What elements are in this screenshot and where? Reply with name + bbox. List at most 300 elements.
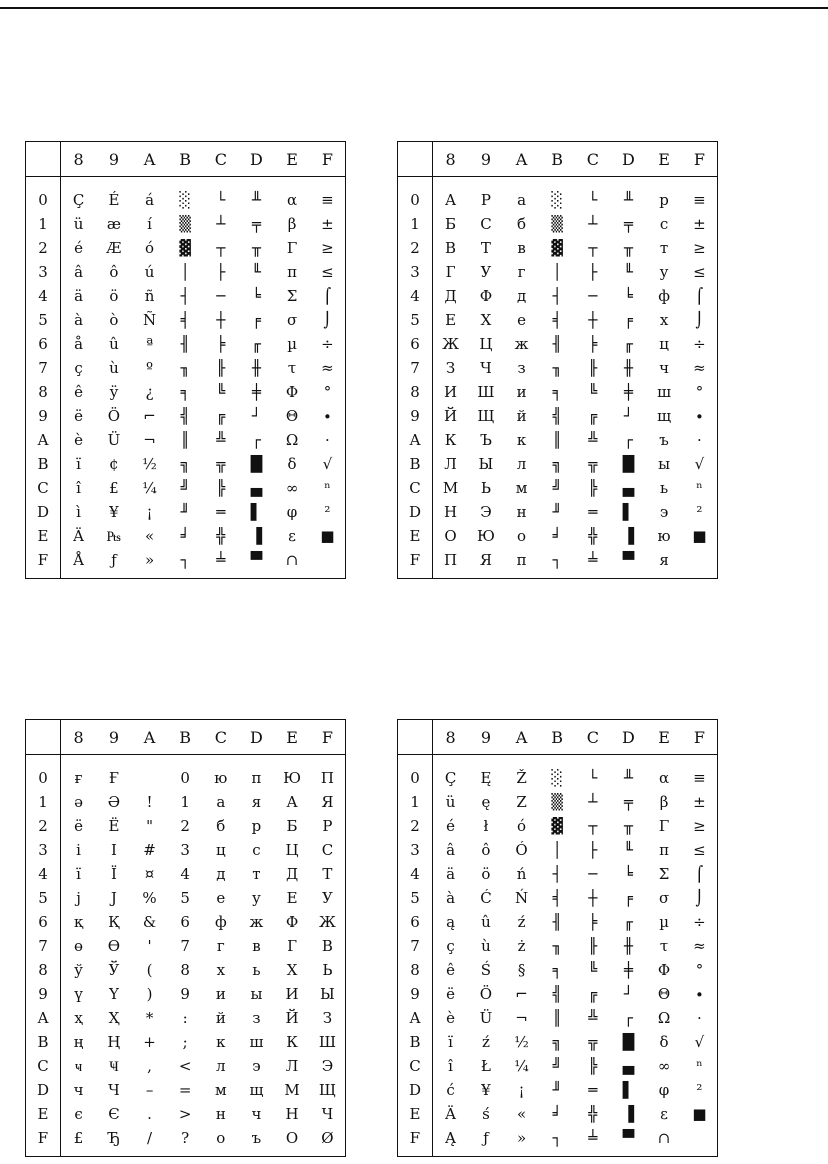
column-header: A	[504, 720, 540, 755]
glyph-cell: ç	[74, 359, 83, 377]
glyph-cell: т	[252, 865, 261, 883]
glyph-cell: √	[694, 455, 705, 473]
glyph-cell: С	[321, 841, 334, 859]
glyph-cell: ╓	[251, 335, 261, 353]
glyph-cell: я	[251, 793, 262, 811]
table-row	[26, 548, 346, 579]
table-row	[26, 524, 346, 548]
glyph-cell: ├	[588, 263, 598, 281]
glyph-cell: м	[214, 1081, 227, 1099]
glyph-cell: ∙	[695, 985, 704, 1003]
glyph-cell: і	[76, 841, 81, 859]
glyph-cell: 3	[180, 841, 190, 859]
glyph-cell: ï	[76, 455, 81, 473]
glyph-cell: У	[322, 889, 333, 907]
glyph-cell: Ы	[478, 455, 494, 473]
glyph-cell: д	[216, 865, 226, 883]
row-header: 1	[398, 212, 433, 236]
glyph-cell: ▄	[622, 479, 635, 497]
glyph-cell: Θ	[285, 407, 299, 425]
glyph-cell: ▓	[551, 817, 563, 835]
glyph-cell: ╩	[588, 431, 598, 449]
glyph-cell: ╪	[623, 383, 633, 401]
glyph-cell: ╒	[623, 311, 633, 329]
glyph-cell: Ђ	[107, 1129, 120, 1147]
glyph-cell: Є	[108, 1105, 120, 1123]
column-header: A	[132, 720, 168, 755]
glyph-cell: Ә	[107, 793, 121, 811]
glyph-cell: φ	[658, 1081, 670, 1099]
glyph-cell: к	[216, 1033, 226, 1051]
glyph-cell: ј	[76, 889, 81, 907]
glyph-cell: 0	[180, 769, 190, 787]
glyph-cell: т	[659, 239, 669, 257]
column-header: B	[167, 142, 203, 177]
glyph-cell: é	[74, 239, 83, 257]
glyph-cell: )	[146, 985, 153, 1003]
glyph-cell: ┘	[623, 407, 633, 425]
column-header: 8	[61, 720, 97, 755]
table-row	[26, 380, 346, 404]
table-row	[398, 934, 718, 958]
glyph-cell: ▄	[250, 479, 263, 497]
glyph-cell: τ	[659, 937, 669, 955]
glyph-cell: ù	[481, 937, 491, 955]
glyph-cell: ╘	[251, 287, 261, 305]
table-row	[26, 958, 346, 982]
glyph-cell: –	[145, 1081, 154, 1099]
row-header: 6	[398, 332, 433, 356]
glyph-cell: Ą	[445, 1129, 456, 1147]
glyph-cell: ╫	[623, 359, 633, 377]
table-row	[398, 260, 718, 284]
glyph-cell: ä	[74, 287, 84, 305]
glyph-cell: 5	[180, 889, 190, 907]
row-header: 8	[26, 958, 61, 982]
table-row	[398, 332, 718, 356]
glyph-cell: ш	[657, 383, 672, 401]
table-row	[398, 886, 718, 910]
column-header: 8	[61, 142, 97, 177]
glyph-cell: ▀	[622, 551, 635, 569]
glyph-cell: ╠	[588, 479, 598, 497]
glyph-cell: ╟	[216, 359, 226, 377]
row-header: F	[26, 548, 61, 579]
glyph-cell: Р	[480, 191, 491, 209]
glyph-cell: Ш	[477, 383, 495, 401]
glyph-cell: >	[178, 1105, 192, 1123]
glyph-cell: Ж	[319, 913, 336, 931]
glyph-cell: ▐	[622, 527, 635, 545]
glyph-cell: ҳ	[74, 1009, 83, 1027]
glyph-cell: е	[216, 889, 226, 907]
glyph-cell: ▀	[622, 1129, 635, 1147]
glyph-cell: ╚	[588, 961, 598, 979]
glyph-cell: ┐	[552, 1129, 562, 1147]
glyph-cell: ║	[180, 431, 190, 449]
row-header: F	[26, 1126, 61, 1157]
glyph-cell: ч	[659, 359, 670, 377]
row-header: 3	[26, 260, 61, 284]
glyph-cell: ╨	[623, 769, 633, 787]
glyph-cell: ░	[551, 769, 563, 787]
glyph-cell: Z	[516, 793, 527, 811]
glyph-cell: ┘	[623, 985, 633, 1003]
glyph-cell: ╧	[216, 551, 226, 569]
glyph-cell: ▒	[179, 215, 191, 233]
glyph-cell: Ł	[480, 1057, 491, 1075]
glyph-cell: в	[252, 937, 261, 955]
table-row	[398, 982, 718, 1006]
row-header: D	[398, 500, 433, 524]
glyph-cell: ≡	[693, 191, 706, 209]
glyph-cell: ê	[74, 383, 83, 401]
glyph-cell: ╞	[588, 913, 598, 931]
table-row	[398, 177, 718, 213]
row-header: 0	[398, 177, 433, 213]
glyph-cell: █	[622, 455, 635, 473]
row-header: C	[26, 1054, 61, 1078]
glyph-cell: ≥	[693, 817, 706, 835]
column-header: C	[203, 720, 239, 755]
glyph-cell: Ю	[283, 769, 302, 787]
glyph-cell: ║	[552, 1009, 562, 1027]
glyph-cell: М	[284, 1081, 300, 1099]
glyph-cell: Γ	[286, 239, 298, 257]
glyph-cell: «	[516, 1105, 527, 1123]
glyph-cell: Х	[286, 961, 298, 979]
glyph-cell: л	[516, 455, 527, 473]
glyph-cell: Ü	[479, 1009, 493, 1027]
glyph-cell: └	[588, 769, 598, 787]
glyph-cell: 2	[180, 817, 190, 835]
table-row	[398, 284, 718, 308]
glyph-cell: Ç	[444, 769, 457, 787]
glyph-cell: С	[480, 215, 492, 233]
glyph-cell: ╩	[588, 1009, 598, 1027]
row-header: F	[398, 548, 433, 579]
glyph-cell: ≥	[693, 239, 706, 257]
glyph-cell: ź	[517, 913, 526, 931]
glyph-cell: Е	[286, 889, 298, 907]
glyph-cell: 6	[180, 913, 190, 931]
glyph-cell: ½	[514, 1033, 529, 1051]
glyph-cell: ╢	[552, 913, 562, 931]
glyph-cell: Å	[73, 551, 84, 569]
glyph-cell: ф	[658, 287, 670, 305]
glyph-cell: ә	[74, 793, 83, 811]
table-row	[26, 755, 346, 791]
glyph-cell: ╫	[623, 937, 633, 955]
glyph-cell: ⌡	[695, 889, 704, 907]
glyph-cell: ñ	[144, 287, 155, 305]
glyph-cell: ═	[216, 503, 226, 521]
glyph-cell: ■	[692, 1105, 707, 1123]
glyph-cell: ▒	[551, 215, 563, 233]
glyph-cell: ┤	[180, 287, 190, 305]
glyph-cell: ║	[552, 431, 562, 449]
table-row	[398, 500, 718, 524]
glyph-cell: ż	[517, 937, 526, 955]
glyph-cell: ε	[288, 527, 296, 545]
glyph-cell: ä	[446, 865, 456, 883]
glyph-cell: ю	[657, 527, 671, 545]
glyph-cell: ÿ	[109, 383, 119, 401]
table-row	[26, 236, 346, 260]
table-row	[398, 1006, 718, 1030]
column-header: E	[274, 142, 310, 177]
glyph-cell: ⁿ	[696, 479, 703, 497]
glyph-cell: τ	[287, 359, 297, 377]
table-row	[398, 356, 718, 380]
glyph-cell: Б	[286, 817, 298, 835]
glyph-cell: ─	[588, 287, 598, 305]
glyph-cell: ¥	[109, 503, 119, 521]
row-header: 4	[26, 862, 61, 886]
glyph-cell: è	[74, 431, 83, 449]
top-rule	[0, 7, 828, 9]
glyph-cell: Æ	[106, 239, 122, 257]
glyph-cell: ч	[251, 1105, 262, 1123]
glyph-cell: ś	[482, 1105, 490, 1123]
glyph-cell: З	[445, 359, 456, 377]
glyph-cell: π	[287, 263, 297, 281]
glyph-cell: "	[146, 817, 154, 835]
glyph-cell: б	[517, 215, 527, 233]
glyph-cell: ▓	[179, 239, 191, 257]
glyph-cell: И	[444, 383, 458, 401]
glyph-cell: Ғ	[108, 769, 119, 787]
glyph-cell: ┴	[588, 215, 598, 233]
table-row	[26, 356, 346, 380]
glyph-cell: ╖	[180, 359, 190, 377]
glyph-cell: ╦	[588, 455, 598, 473]
glyph-cell: Ё	[108, 817, 120, 835]
glyph-cell: ┬	[216, 239, 226, 257]
glyph-cell: о	[517, 527, 527, 545]
glyph-cell: │	[552, 263, 562, 281]
glyph-cell: ∙	[323, 407, 332, 425]
row-header: A	[398, 428, 433, 452]
glyph-cell: :	[182, 1009, 188, 1027]
column-header: 8	[433, 142, 469, 177]
glyph-cell: à	[446, 889, 456, 907]
glyph-cell: Ј	[110, 889, 117, 907]
glyph-cell: х	[659, 311, 669, 329]
glyph-cell: ⌐	[515, 985, 528, 1003]
glyph-cell: ⌡	[323, 311, 332, 329]
glyph-cell: ô	[109, 263, 119, 281]
column-header: D	[239, 720, 275, 755]
column-header: B	[539, 720, 575, 755]
column-header: A	[132, 142, 168, 177]
glyph-cell: ╔	[588, 985, 598, 1003]
table-row	[26, 1078, 346, 1102]
glyph-cell: Э	[321, 1057, 334, 1075]
glyph-cell: √	[322, 455, 333, 473]
column-header: F	[310, 720, 346, 755]
glyph-cell: Г	[287, 937, 298, 955]
glyph-cell: а	[517, 191, 527, 209]
glyph-cell: А	[286, 793, 298, 811]
glyph-cell: ═	[588, 1081, 598, 1099]
table-row	[398, 524, 718, 548]
row-header: E	[398, 1102, 433, 1126]
glyph-cell: ╜	[180, 503, 190, 521]
glyph-cell: ╒	[623, 889, 633, 907]
glyph-cell: к	[516, 431, 527, 449]
glyph-cell: ≤	[693, 841, 706, 859]
table-row	[398, 548, 718, 579]
column-header: D	[611, 142, 647, 177]
table-row	[398, 380, 718, 404]
glyph-cell: ╝	[552, 479, 562, 497]
glyph-cell: ±	[693, 793, 706, 811]
table-row	[398, 958, 718, 982]
glyph-cell: ┼	[216, 311, 226, 329]
glyph-cell: Ҹ	[109, 1056, 119, 1075]
row-header: 0	[398, 755, 433, 791]
glyph-cell: Г	[445, 263, 456, 281]
row-header: D	[398, 1078, 433, 1102]
glyph-cell: 9	[180, 985, 190, 1003]
table-row	[398, 452, 718, 476]
glyph-cell: и	[215, 985, 226, 1003]
glyph-cell: ө	[74, 937, 84, 955]
glyph-cell: ⌐	[143, 407, 156, 425]
table-row	[26, 212, 346, 236]
glyph-cell: °	[323, 383, 332, 401]
glyph-cell: Х	[480, 311, 492, 329]
glyph-cell: ╡	[180, 311, 190, 329]
row-header: 6	[26, 910, 61, 934]
glyph-cell: #	[143, 841, 156, 859]
glyph-cell: 7	[180, 937, 190, 955]
table-row	[26, 886, 346, 910]
glyph-cell: ╤	[251, 215, 261, 233]
glyph-cell: е	[517, 311, 526, 329]
glyph-cell: ╝	[180, 479, 190, 497]
row-header: 9	[398, 982, 433, 1006]
column-header: D	[239, 142, 275, 177]
glyph-cell: î	[448, 1057, 453, 1075]
glyph-cell: Р	[322, 817, 333, 835]
glyph-cell: ╜	[552, 1081, 562, 1099]
glyph-cell: «	[144, 527, 155, 545]
glyph-cell: Ń	[515, 889, 529, 907]
corner-cell	[26, 142, 61, 177]
glyph-cell: »	[144, 551, 155, 569]
row-header: 9	[26, 982, 61, 1006]
glyph-cell: ±	[321, 215, 334, 233]
row-header: 9	[398, 404, 433, 428]
glyph-cell: ╖	[552, 359, 562, 377]
glyph-cell: ҹ	[74, 1056, 83, 1075]
table-row	[26, 790, 346, 814]
glyph-cell: ¬	[515, 1009, 528, 1027]
glyph-cell: о	[216, 1129, 226, 1147]
glyph-cell: ╡	[552, 889, 562, 907]
glyph-cell: ╒	[251, 311, 261, 329]
glyph-cell: Φ	[657, 961, 671, 979]
glyph-cell: ╨	[251, 191, 261, 209]
glyph-cell: ж	[514, 335, 529, 353]
glyph-cell: ╞	[588, 335, 598, 353]
column-header: D	[611, 720, 647, 755]
glyph-cell: ö	[109, 287, 119, 305]
glyph-cell: Ä	[445, 1105, 456, 1123]
glyph-cell: М	[442, 479, 459, 497]
table-row	[26, 1006, 346, 1030]
glyph-cell: ∩	[285, 551, 299, 569]
table-row	[26, 1030, 346, 1054]
glyph-cell: г	[216, 937, 225, 955]
glyph-cell: Ч	[108, 1081, 120, 1099]
glyph-cell: У	[480, 263, 492, 281]
row-header: C	[398, 1054, 433, 1078]
row-header: 1	[26, 790, 61, 814]
glyph-cell: ⌠	[695, 865, 704, 883]
glyph-cell: ó	[145, 239, 155, 257]
glyph-cell: £	[73, 1129, 84, 1147]
row-header: 2	[26, 236, 61, 260]
glyph-cell: ⌠	[695, 287, 704, 305]
glyph-cell: ¬	[143, 431, 156, 449]
glyph-cell: Ц	[479, 335, 493, 353]
glyph-cell: К	[444, 431, 457, 449]
glyph-cell: ç	[446, 937, 455, 955]
glyph-cell: 8	[180, 961, 190, 979]
glyph-cell: є	[74, 1105, 83, 1123]
glyph-cell: п	[516, 551, 527, 569]
glyph-cell: /	[147, 1129, 153, 1147]
glyph-cell: р	[251, 817, 262, 835]
glyph-cell: ╧	[588, 1129, 598, 1147]
row-header: B	[398, 1030, 433, 1054]
glyph-cell: ²	[696, 503, 703, 521]
row-header: 8	[26, 380, 61, 404]
glyph-cell: Ы	[320, 985, 335, 1003]
column-header: B	[539, 142, 575, 177]
glyph-cell: Ç	[72, 191, 85, 209]
glyph-cell: ╣	[552, 985, 562, 1003]
row-header: 2	[398, 814, 433, 838]
glyph-cell: й	[516, 407, 527, 425]
glyph-cell: ª	[145, 335, 154, 353]
glyph-cell: Ę	[480, 769, 492, 787]
glyph-cell: щ	[249, 1081, 264, 1099]
glyph-cell: б	[216, 817, 226, 835]
glyph-cell	[682, 1126, 718, 1157]
glyph-cell: á	[145, 191, 155, 209]
glyph-cell: ┐	[180, 551, 190, 569]
glyph-cell: β	[659, 793, 669, 811]
glyph-cell: Э	[480, 503, 492, 521]
glyph-cell: ╢	[180, 335, 190, 353]
glyph-cell: ┼	[588, 889, 598, 907]
glyph-cell	[310, 548, 346, 579]
glyph-cell: ╪	[623, 961, 633, 979]
glyph-cell: ·	[325, 431, 330, 449]
glyph-cell: Б	[445, 215, 457, 233]
glyph-cell: ₧	[106, 526, 122, 545]
glyph-cell: %	[142, 889, 157, 907]
table-row	[26, 177, 346, 213]
glyph-cell: Д	[444, 287, 457, 305]
glyph-cell: Ž	[516, 769, 527, 787]
glyph-cell: Σ	[658, 865, 670, 883]
code-page-table-2	[397, 141, 718, 579]
